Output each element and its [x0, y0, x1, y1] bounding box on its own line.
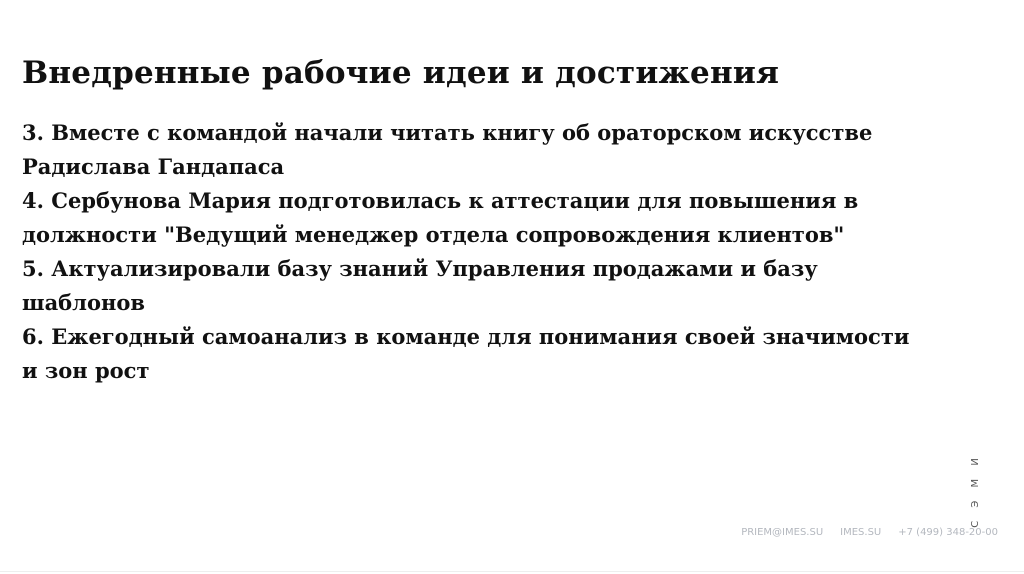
list-item: 4. Сербунова Мария подготовилась к аттестации для повышения в должности "Ведущий менеджер отдела сопровождения клиентов" — [22, 188, 859, 247]
slide-title: Внедренные рабочие идеи и достижения — [22, 55, 780, 91]
list-item: 6. Ежегодный самоанализ в команде для понимания своей значимости и зон рост — [22, 324, 910, 383]
list-item: 3. Вместе с командой начали читать книгу об ораторском искусстве Радислава Гандапаса — [22, 120, 873, 179]
achievement-list — [22, 116, 922, 388]
company-logo — [960, 452, 990, 528]
footer-email: PRIEM@IMES.SU — [741, 527, 824, 538]
footer-phone: +7 (499) 348-20-00 — [898, 527, 998, 538]
footer-contacts — [741, 527, 998, 538]
footer-divider — [0, 571, 1024, 572]
footer-site: IMES.SU — [840, 527, 882, 538]
list-item: 5. Актуализировали базу знаний Управления продажами и базу шаблонов — [22, 256, 818, 315]
logo-text: С Э М И — [969, 452, 981, 528]
